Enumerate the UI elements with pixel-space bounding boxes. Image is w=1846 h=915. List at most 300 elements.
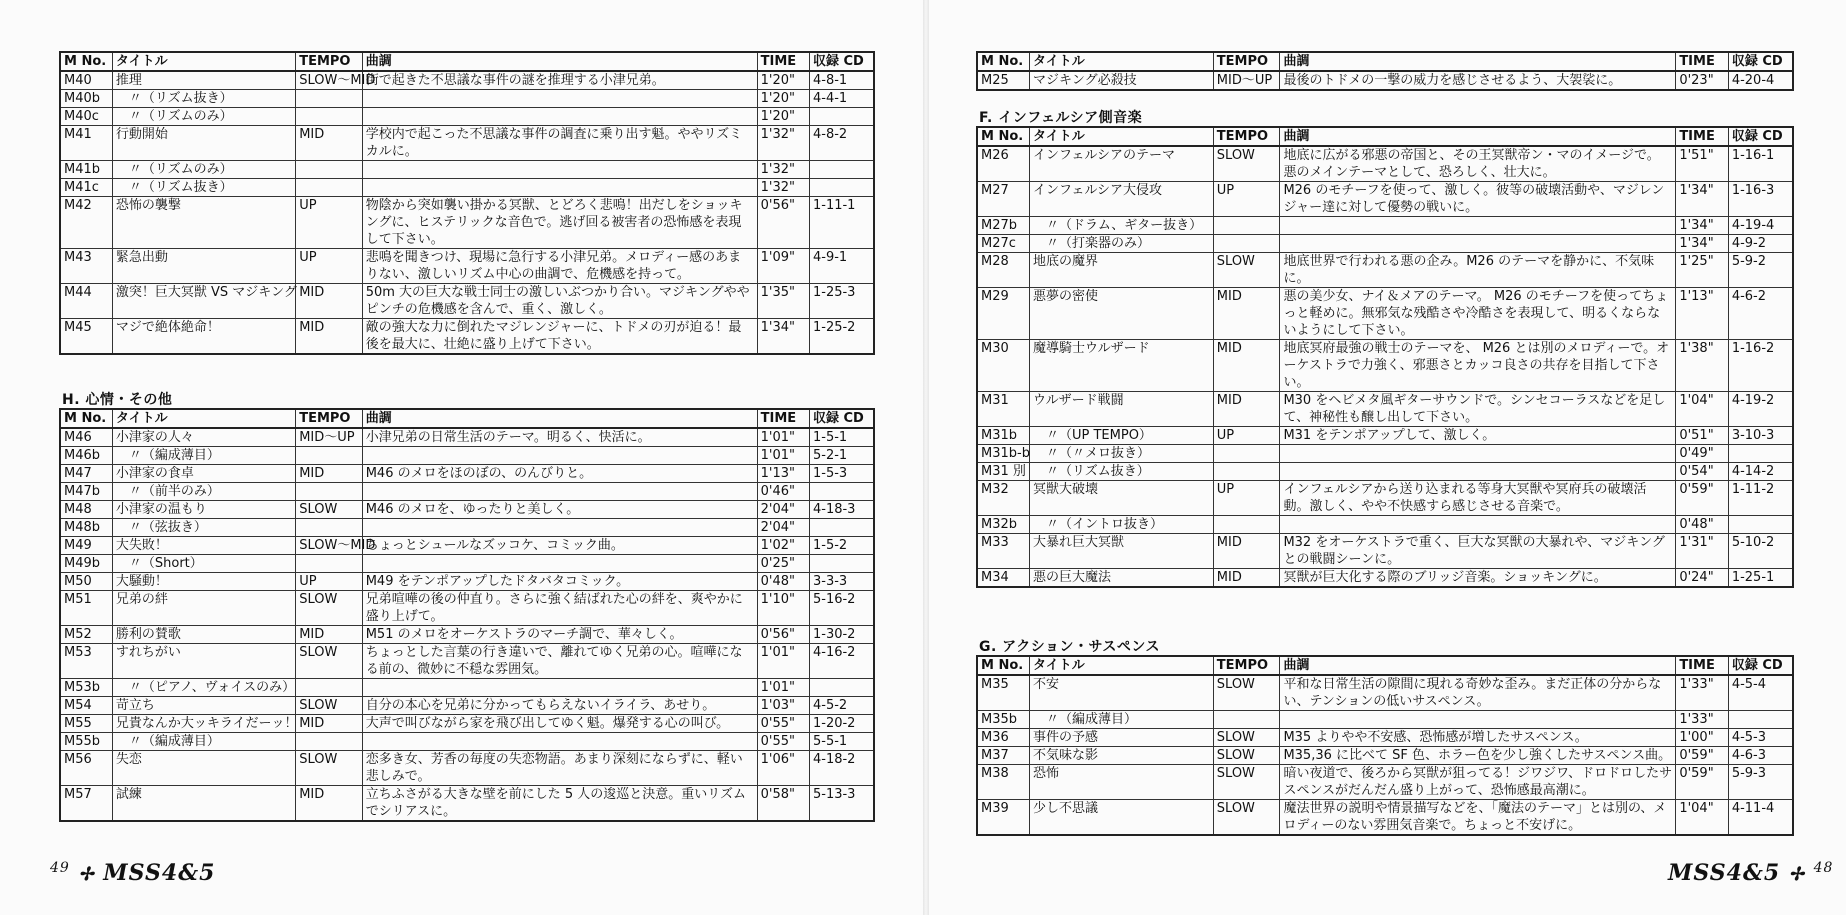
cell-cd: 5-5-1 — [809, 733, 874, 751]
cell-title: 小津家の食卓 — [112, 465, 295, 483]
column-header-time: TIME — [1676, 656, 1729, 675]
cell-time: 1'13" — [1676, 288, 1729, 340]
cell-title: 〃（リズム抜き） — [112, 90, 295, 108]
table-row — [977, 146, 1793, 182]
cell-time: 1'33" — [1676, 675, 1729, 711]
cell-desc: 地底冥府最強の戦士のテーマを、 M26 とは別のメロディーで。オーケストラで力強く、邪悪さとカッコ良さの共存を目指して下さい。 — [1280, 340, 1676, 392]
cell-mno: M39 — [977, 800, 1030, 836]
cell-tempo: MID — [296, 465, 362, 483]
cell-cd: 1-16-1 — [1728, 146, 1793, 182]
cell-desc: M35 よりやや不安感、恐怖感が増したサスペンス。 — [1280, 729, 1676, 747]
cell-title: 〃（ピアノ、ヴォイスのみ） — [112, 679, 295, 697]
cell-desc: 大声で叫びながら家を飛び出してゆく魁。爆発する心の叫び。 — [362, 715, 757, 733]
table-row — [60, 179, 874, 197]
cell-desc — [362, 483, 757, 501]
cell-cd: 1-25-1 — [1728, 569, 1793, 588]
column-header-title: タイトル — [1030, 656, 1214, 675]
cell-time: 1'25" — [1676, 253, 1729, 288]
cell-tempo: MID — [296, 319, 362, 355]
table-row — [977, 569, 1793, 588]
cell-time: 0'23" — [1676, 71, 1729, 90]
cell-cd: 3-3-3 — [809, 573, 874, 591]
cell-title: 〃（リズムのみ） — [112, 161, 295, 179]
cell-mno: M31b-b — [977, 445, 1030, 463]
cell-tempo: SLOW — [1213, 765, 1280, 800]
cell-time: 1'34" — [1676, 235, 1729, 253]
cell-time: 0'49" — [1676, 445, 1729, 463]
cell-desc: 最後のトドメの一撃の威力を感じさせるよう、大袈裟に。 — [1280, 71, 1676, 90]
cell-time: 1'09" — [757, 249, 809, 284]
cell-tempo — [296, 108, 362, 126]
column-header-desc: 曲調 — [1280, 52, 1676, 71]
cell-cd: 4-5-4 — [1728, 675, 1793, 711]
cell-mno: M55 — [60, 715, 112, 733]
table-header-row — [977, 127, 1793, 146]
cell-tempo — [296, 90, 362, 108]
cell-title: 冥獣大破壊 — [1030, 481, 1214, 516]
left-top-table-block — [59, 51, 875, 355]
table-row — [977, 534, 1793, 569]
cell-desc — [362, 179, 757, 197]
column-header-cd: 収録 CD — [1728, 656, 1793, 675]
cell-mno: M56 — [60, 751, 112, 786]
cell-cd: 4-18-2 — [809, 751, 874, 786]
cell-desc — [1280, 463, 1676, 481]
table-row — [60, 465, 874, 483]
cell-title: 〃（弦抜き） — [112, 519, 295, 537]
music-table-section-f — [976, 126, 1794, 588]
table-row — [60, 501, 874, 519]
cell-desc: 自分の本心を兄弟に分かってもらえないイライラ、あせり。 — [362, 697, 757, 715]
table-row — [977, 340, 1793, 392]
cell-time: 1'31" — [1676, 534, 1729, 569]
music-table-left-top — [59, 51, 875, 355]
cell-title: 〃（編成薄目） — [112, 733, 295, 751]
cell-title: マジキング必殺技 — [1030, 71, 1214, 90]
cell-cd — [1728, 516, 1793, 534]
cell-mno: M43 — [60, 249, 112, 284]
section-h-block — [59, 392, 875, 822]
right-top-table-block — [976, 51, 1794, 91]
cell-desc — [362, 108, 757, 126]
cell-title: 恐怖の襲撃 — [112, 197, 295, 249]
music-table-section-h — [59, 408, 875, 822]
cell-mno: M27b — [977, 217, 1030, 235]
ornament-icon: ✢ — [1788, 864, 1805, 885]
column-header-cd: 収録 CD — [809, 52, 874, 71]
cell-time: 1'01" — [757, 644, 809, 679]
cell-desc: M35,36 に比べて SF 色、ホラー色を少し強くしたサスペンス曲。 — [1280, 747, 1676, 765]
table-header-row — [977, 52, 1793, 71]
cell-cd: 1-25-3 — [809, 284, 874, 319]
cell-mno: M38 — [977, 765, 1030, 800]
cell-tempo: SLOW — [296, 591, 362, 626]
cell-time: 0'55" — [757, 733, 809, 751]
column-header-tempo: TEMPO — [296, 409, 362, 428]
cell-time: 0'56" — [757, 197, 809, 249]
cell-cd: 4-18-3 — [809, 501, 874, 519]
section-title: F. インフェルシア側音楽 — [979, 110, 1143, 126]
cell-cd: 5-16-2 — [809, 591, 874, 626]
table-row — [60, 555, 874, 573]
table-row — [60, 71, 874, 90]
cell-title: 小津家の人々 — [112, 428, 295, 447]
cell-title: 大暴れ巨大冥獣 — [1030, 534, 1214, 569]
table-row — [977, 253, 1793, 288]
cell-time: 1'06" — [757, 751, 809, 786]
cell-title: マジで絶体絶命！ — [112, 319, 295, 355]
cell-time: 1'32" — [757, 126, 809, 161]
music-table-section-g — [976, 655, 1794, 836]
cell-time: 1'04" — [1676, 392, 1729, 427]
cell-mno: M48 — [60, 501, 112, 519]
cell-tempo: MID — [1213, 340, 1280, 392]
cell-cd — [809, 161, 874, 179]
cell-mno: M49 — [60, 537, 112, 555]
cell-time: 0'48" — [757, 573, 809, 591]
column-header-title: タイトル — [1030, 52, 1214, 71]
cell-time: 0'59" — [1676, 765, 1729, 800]
cell-cd: 5-9-3 — [1728, 765, 1793, 800]
cell-desc — [1280, 217, 1676, 235]
page-number: 49 — [50, 860, 70, 876]
table-row — [60, 284, 874, 319]
cell-cd: 1-5-1 — [809, 428, 874, 447]
cell-tempo — [1213, 516, 1280, 534]
cell-desc — [362, 733, 757, 751]
column-header-time: TIME — [1676, 52, 1729, 71]
cell-desc: 小津兄弟の日常生活のテーマ。明るく、快活に。 — [362, 428, 757, 447]
cell-desc — [362, 519, 757, 537]
cell-desc: 50m 大の巨大な戦士同士の激しいぶつかり合い。マジキングややピンチの危機感を含んで、重く、激しく。 — [362, 284, 757, 319]
table-row — [60, 626, 874, 644]
cell-mno: M48b — [60, 519, 112, 537]
column-header-mno: M No. — [60, 52, 112, 71]
table-row — [60, 428, 874, 447]
table-row — [977, 711, 1793, 729]
cell-cd: 4-8-2 — [809, 126, 874, 161]
cell-tempo: SLOW — [1213, 675, 1280, 711]
cell-mno: M50 — [60, 573, 112, 591]
cell-title: 〃（UP TEMPO） — [1030, 427, 1214, 445]
cell-tempo — [296, 179, 362, 197]
cell-desc: 敵の強大な力に倒れたマジレンジャーに、トドメの刃が迫る！最後を最大に、壮絶に盛り上げて下さい。 — [362, 319, 757, 355]
cell-time: 1'10" — [757, 591, 809, 626]
table-row — [60, 573, 874, 591]
cell-title: 〃（前半のみ） — [112, 483, 295, 501]
cell-mno: M46 — [60, 428, 112, 447]
cell-title: 失恋 — [112, 751, 295, 786]
cell-tempo: MID — [1213, 392, 1280, 427]
column-header-time: TIME — [1676, 127, 1729, 146]
cell-mno: M25 — [977, 71, 1030, 90]
cell-time: 2'04" — [757, 519, 809, 537]
table-row — [60, 197, 874, 249]
cell-time: 1'02" — [757, 537, 809, 555]
cell-cd: 4-6-2 — [1728, 288, 1793, 340]
cell-cd: 1-16-2 — [1728, 340, 1793, 392]
cell-time: 1'34" — [757, 319, 809, 355]
cell-mno: M45 — [60, 319, 112, 355]
column-header-title: タイトル — [112, 52, 295, 71]
logo-text: MSS4&5 — [103, 860, 216, 886]
cell-cd: 1-11-2 — [1728, 481, 1793, 516]
cell-cd — [809, 179, 874, 197]
cell-title: 〃（Short） — [112, 555, 295, 573]
cell-title: 悪夢の密使 — [1030, 288, 1214, 340]
cell-cd: 5-10-2 — [1728, 534, 1793, 569]
cell-title: 推理 — [112, 71, 295, 90]
table-row — [60, 679, 874, 697]
cell-cd: 4-16-2 — [809, 644, 874, 679]
cell-tempo: MID — [1213, 569, 1280, 588]
cell-tempo — [296, 447, 362, 465]
cell-tempo: MID～UP — [1213, 71, 1280, 90]
table-header-row — [977, 656, 1793, 675]
table-row — [60, 751, 874, 786]
cell-mno: M55b — [60, 733, 112, 751]
table-row — [60, 537, 874, 555]
cell-cd: 1-11-1 — [809, 197, 874, 249]
cell-time: 0'59" — [1676, 747, 1729, 765]
cell-cd: 1-5-2 — [809, 537, 874, 555]
cell-cd: 1-5-3 — [809, 465, 874, 483]
cell-title: すれちがい — [112, 644, 295, 679]
column-header-desc: 曲調 — [362, 52, 757, 71]
cell-mno: M54 — [60, 697, 112, 715]
cell-tempo — [296, 161, 362, 179]
cell-cd: 1-25-2 — [809, 319, 874, 355]
cell-title: ウルザード戦闘 — [1030, 392, 1214, 427]
cell-desc: M49 をテンポアップしたドタバタコミック。 — [362, 573, 757, 591]
cell-tempo: MID — [296, 786, 362, 822]
cell-mno: M31 別 — [977, 463, 1030, 481]
cell-tempo: UP — [296, 249, 362, 284]
table-header-row — [60, 52, 874, 71]
cell-tempo: UP — [296, 197, 362, 249]
table-row — [60, 591, 874, 626]
cell-title: 少し不思議 — [1030, 800, 1214, 836]
table-row — [60, 108, 874, 126]
cell-tempo — [296, 519, 362, 537]
cell-tempo: UP — [296, 573, 362, 591]
cell-desc: 悪の美少女、ナイ＆メアのテーマ。 M26 のモチーフを使ってちょっと軽めに。無邪気な残酷さや冷酷さを表現して、明るくならないようにして下さい。 — [1280, 288, 1676, 340]
cell-mno: M31b — [977, 427, 1030, 445]
cell-title: 地底の魔界 — [1030, 253, 1214, 288]
cell-mno: M47 — [60, 465, 112, 483]
cell-cd — [809, 679, 874, 697]
cell-time: 1'32" — [757, 161, 809, 179]
cell-cd — [1728, 711, 1793, 729]
table-row — [977, 747, 1793, 765]
column-header-cd: 収録 CD — [809, 409, 874, 428]
table-row — [60, 644, 874, 679]
table-row — [60, 126, 874, 161]
cell-tempo: SLOW — [1213, 146, 1280, 182]
cell-time: 2'04" — [757, 501, 809, 519]
cell-title: 事件の予感 — [1030, 729, 1214, 747]
cell-desc — [362, 90, 757, 108]
table-row — [60, 447, 874, 465]
cell-tempo: MID — [1213, 534, 1280, 569]
cell-tempo — [296, 733, 362, 751]
cell-title: 〃（〃メロ抜き） — [1030, 445, 1214, 463]
table-row — [977, 182, 1793, 217]
cell-desc: M46 のメロをほのぼの、のんびりと。 — [362, 465, 757, 483]
table-row — [977, 392, 1793, 427]
cell-title: 大失敗！ — [112, 537, 295, 555]
cell-cd: 5-13-3 — [809, 786, 874, 822]
table-row — [60, 733, 874, 751]
cell-time: 1'20" — [757, 108, 809, 126]
cell-desc: 街で起きた不思議な事件の謎を推理する小津兄弟。 — [362, 71, 757, 90]
column-header-cd: 収録 CD — [1728, 127, 1793, 146]
column-header-tempo: TEMPO — [1213, 52, 1280, 71]
cell-tempo: SLOW — [296, 697, 362, 715]
cell-time: 1'03" — [757, 697, 809, 715]
column-header-desc: 曲調 — [1280, 656, 1676, 675]
cell-desc: 地底に広がる邪悪の帝国と、その王冥獣帝ン・マのイメージで。悪のメインテーマとして、恐ろしく、壮大に。 — [1280, 146, 1676, 182]
cell-title: 〃（編成薄目） — [1030, 711, 1214, 729]
cell-desc: 暗い夜道で、後ろから冥獣が狙ってる！ジワジワ、ドロドロしたサスペンスがだんだん盛り上がって、恐怖感最高潮に。 — [1280, 765, 1676, 800]
cell-desc — [1280, 516, 1676, 534]
table-row — [977, 729, 1793, 747]
cell-mno: M37 — [977, 747, 1030, 765]
cell-tempo — [1213, 235, 1280, 253]
cell-title: 〃（ドラム、ギター抜き） — [1030, 217, 1214, 235]
cell-title: 〃（編成薄目） — [112, 447, 295, 465]
cell-mno: M51 — [60, 591, 112, 626]
cell-title: 〃（リズムのみ） — [112, 108, 295, 126]
table-row — [977, 481, 1793, 516]
cell-tempo: UP — [1213, 481, 1280, 516]
cell-desc: ちょっとした言葉の行き違いで、離れてゆく兄弟の心。喧嘩になる前の、微妙に不穏な雰囲気。 — [362, 644, 757, 679]
cell-desc: 悲鳴を聞きつけ、現場に急行する小津兄弟。メロディー感のあまりない、激しいリズム中心の曲調で、危機感を持って。 — [362, 249, 757, 284]
cell-desc: 地底世界で行われる悪の企み。M26 のテーマを静かに、不気味に。 — [1280, 253, 1676, 288]
cell-time: 1'51" — [1676, 146, 1729, 182]
table-row — [977, 217, 1793, 235]
cell-cd: 4-19-4 — [1728, 217, 1793, 235]
cell-time: 1'35" — [757, 284, 809, 319]
cell-desc: M30 をヘビメタ風ギターサウンドで。シンセコーラスなどを足して、神秘性も醸し出して下さい。 — [1280, 392, 1676, 427]
cell-cd: 1-20-2 — [809, 715, 874, 733]
left-footer — [50, 860, 215, 886]
section-f-block — [976, 110, 1794, 588]
cell-cd: 4-4-1 — [809, 90, 874, 108]
cell-desc: 兄弟喧嘩の後の仲直り。さらに強く結ばれた心の絆を、爽やかに盛り上げて。 — [362, 591, 757, 626]
cell-tempo — [1213, 445, 1280, 463]
cell-desc: 学校内で起こった不思議な事件の調査に乗り出す魁。ややリズミカルに。 — [362, 126, 757, 161]
cell-tempo — [296, 555, 362, 573]
cell-time: 1'34" — [1676, 217, 1729, 235]
cell-mno: M27c — [977, 235, 1030, 253]
cell-tempo — [1213, 217, 1280, 235]
cell-title: 緊急出動 — [112, 249, 295, 284]
cell-tempo: MID — [296, 126, 362, 161]
cell-desc: 恋多き女、芳香の毎度の失恋物語。あまり深刻にならずに、軽い悲しみで。 — [362, 751, 757, 786]
column-header-mno: M No. — [60, 409, 112, 428]
ornament-icon: ✢ — [78, 864, 95, 885]
table-row — [977, 71, 1793, 90]
cell-desc — [1280, 445, 1676, 463]
cell-tempo: MID — [296, 284, 362, 319]
cell-mno: M47b — [60, 483, 112, 501]
column-header-time: TIME — [757, 52, 809, 71]
column-header-cd: 収録 CD — [1728, 52, 1793, 71]
table-row — [60, 715, 874, 733]
cell-title: 魔導騎士ウルザード — [1030, 340, 1214, 392]
cell-desc: インフェルシアから送り込まれる等身大冥獣や冥府兵の破壊活動。激しく、やや不快感すら感じさせる音楽で。 — [1280, 481, 1676, 516]
music-table-right-top — [976, 51, 1794, 91]
cell-mno: M32 — [977, 481, 1030, 516]
table-row — [60, 483, 874, 501]
cell-desc: M46 のメロを、ゆったりと美しく。 — [362, 501, 757, 519]
cell-tempo: SLOW — [1213, 729, 1280, 747]
cell-tempo: UP — [1213, 182, 1280, 217]
cell-desc — [1280, 711, 1676, 729]
cell-desc — [1280, 235, 1676, 253]
page-number: 48 — [1813, 860, 1834, 876]
cell-cd: 4-14-2 — [1728, 463, 1793, 481]
cell-time: 0'24" — [1676, 569, 1729, 588]
cell-desc: 平和な日常生活の隙間に現れる奇妙な歪み。まだ正体の分からない、テンションの低いサスペンス。 — [1280, 675, 1676, 711]
cell-title: 恐怖 — [1030, 765, 1214, 800]
table-header-row — [60, 409, 874, 428]
table-row — [977, 800, 1793, 836]
cell-mno: M27 — [977, 182, 1030, 217]
cell-mno: M53b — [60, 679, 112, 697]
cell-desc: 魔法世界の説明や情景描写などを、「魔法のテーマ」とは別の、メロディーのない雰囲気音楽で。ちょっと不安げに。 — [1280, 800, 1676, 836]
cell-time: 1'34" — [1676, 182, 1729, 217]
column-header-time: TIME — [757, 409, 809, 428]
table-row — [977, 235, 1793, 253]
column-header-mno: M No. — [977, 52, 1030, 71]
cell-mno: M52 — [60, 626, 112, 644]
cell-cd: 4-11-4 — [1728, 800, 1793, 836]
cell-tempo — [296, 483, 362, 501]
table-row — [977, 516, 1793, 534]
cell-title: 不気味な影 — [1030, 747, 1214, 765]
cell-title: インフェルシアのテーマ — [1030, 146, 1214, 182]
column-header-tempo: TEMPO — [1213, 656, 1280, 675]
cell-mno: M49b — [60, 555, 112, 573]
cell-mno: M57 — [60, 786, 112, 822]
cell-mno: M53 — [60, 644, 112, 679]
column-header-title: タイトル — [112, 409, 295, 428]
cell-mno: M33 — [977, 534, 1030, 569]
cell-time: 0'25" — [757, 555, 809, 573]
cell-mno: M35 — [977, 675, 1030, 711]
cell-time: 0'51" — [1676, 427, 1729, 445]
section-title: G. アクション・サスペンス — [979, 639, 1161, 655]
cell-title: 〃（イントロ抜き） — [1030, 516, 1214, 534]
cell-tempo: SLOW — [1213, 253, 1280, 288]
column-header-mno: M No. — [977, 656, 1030, 675]
cell-mno: M30 — [977, 340, 1030, 392]
cell-mno: M31 — [977, 392, 1030, 427]
cell-desc: M31 をテンポアップして、激しく。 — [1280, 427, 1676, 445]
cell-time: 0'58" — [757, 786, 809, 822]
cell-cd: 3-10-3 — [1728, 427, 1793, 445]
cell-tempo — [296, 679, 362, 697]
cell-time: 1'20" — [757, 90, 809, 108]
table-row — [977, 463, 1793, 481]
column-header-tempo: TEMPO — [296, 52, 362, 71]
page-gutter — [923, 0, 929, 915]
cell-mno: M28 — [977, 253, 1030, 288]
cell-tempo: SLOW — [1213, 747, 1280, 765]
cell-desc: M26 のモチーフを使って、激しく。彼等の破壊活動や、マジレンジャー達に対して優勢の戦いに。 — [1280, 182, 1676, 217]
